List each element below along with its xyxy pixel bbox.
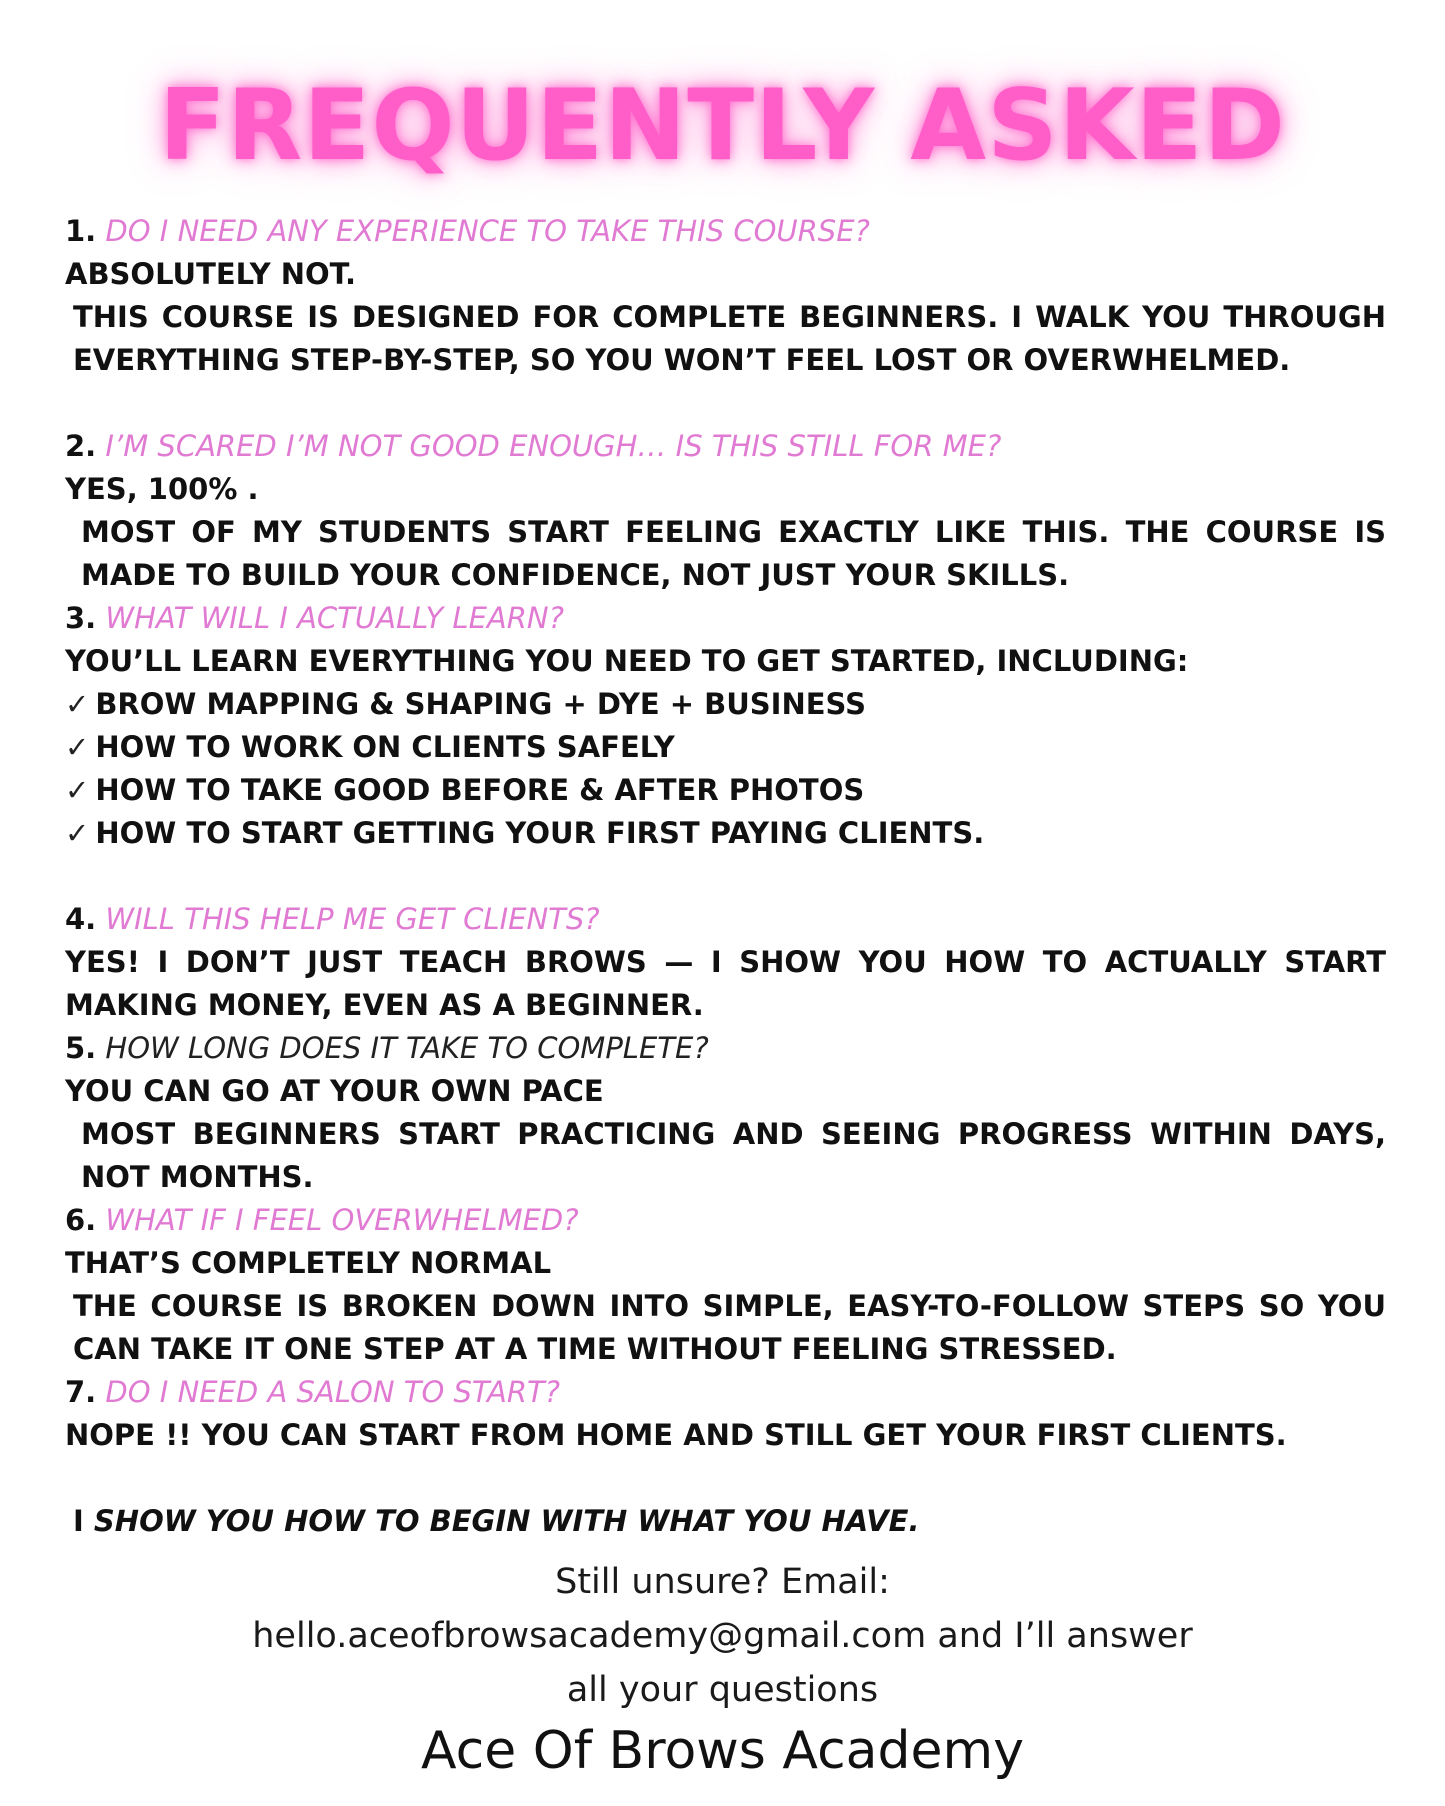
- answer-body: THE COURSE IS BROKEN DOWN INTO SIMPLE, EASY-TO-FOLLOW STEPS SO YOU CAN TAKE IT ONE STEP AT A TIME WITHOUT FEELING STRESSED.: [73, 1289, 1386, 1366]
- checkmark-icon: ✓: [65, 687, 90, 721]
- question-number: 5.: [65, 1031, 97, 1065]
- question-number: 1.: [65, 214, 97, 248]
- checkmark-icon: ✓: [65, 730, 90, 764]
- answer-lead: ABSOLUTELY NOT.: [65, 257, 357, 291]
- question-text: WHAT IF I FEEL OVERWHELMED?: [105, 1203, 579, 1237]
- list-item: [65, 726, 1386, 769]
- question-number: 2.: [65, 429, 97, 463]
- closing-statement: [65, 1500, 1386, 1543]
- list-item: [65, 769, 1386, 812]
- answer-lead: NOPE !! YOU CAN START FROM HOME AND STILL GET YOUR FIRST CLIENTS.: [65, 1418, 1287, 1452]
- list-item-text: BROW MAPPING & SHAPING + DYE + BUSINESS: [95, 687, 866, 721]
- question-number: 6.: [65, 1203, 97, 1237]
- closing-text: SHOW YOU HOW TO BEGIN WITH WHAT YOU HAVE.: [93, 1504, 920, 1538]
- list-item: [65, 683, 1386, 726]
- list-item: [65, 812, 1386, 855]
- answer-body: MOST OF MY STUDENTS START FEELING EXACTLY LIKE THIS. THE COURSE IS MADE TO BUILD YOUR CONFIDENCE, NOT JUST YOUR SKILLS.: [81, 515, 1386, 592]
- answer-body: YES! I DON’T JUST TEACH BROWS — I SHOW YOU HOW TO ACTUALLY START MAKING MONEY, EVEN AS A BEGINNER.: [65, 945, 1386, 1022]
- question-number: 4.: [65, 902, 97, 936]
- list-item-text: HOW TO WORK ON CLIENTS SAFELY: [95, 730, 675, 764]
- footer-line-1: Still unsure? Email:: [555, 1562, 890, 1602]
- brand-name: Ace Of Brows Academy: [421, 1721, 1024, 1781]
- footer-line-2: hello.aceofbrowsacademy@gmail.com and I’ll answer: [252, 1616, 1193, 1656]
- faq-question-5: [65, 1027, 1386, 1070]
- question-text: WHAT WILL I ACTUALLY LEARN?: [105, 601, 564, 635]
- question-number: 3.: [65, 601, 97, 635]
- answer-lead: YOU’LL LEARN EVERYTHING YOU NEED TO GET STARTED, INCLUDING:: [65, 644, 1189, 678]
- answer-lead: YES, 100% .: [65, 472, 259, 506]
- question-text: WILL THIS HELP ME GET CLIENTS?: [105, 902, 600, 936]
- footer-line-3: all your questions: [566, 1670, 879, 1710]
- question-text: HOW LONG DOES IT TAKE TO COMPLETE?: [105, 1031, 709, 1065]
- page-title: FREQUENTLY ASKED: [159, 69, 1286, 183]
- faq-question-3: [65, 597, 1386, 640]
- faq-question-6: [65, 1199, 1386, 1242]
- question-text: I’M SCARED I’M NOT GOOD ENOUGH… IS THIS STILL FOR ME?: [105, 429, 1002, 463]
- checkmark-icon: ✓: [65, 773, 90, 807]
- contact-footer: [0, 1555, 1445, 1717]
- closing-prefix: I: [73, 1504, 84, 1538]
- list-item-text: HOW TO TAKE GOOD BEFORE & AFTER PHOTOS: [95, 773, 865, 807]
- question-text: DO I NEED ANY EXPERIENCE TO TAKE THIS COURSE?: [105, 214, 870, 248]
- question-number: 7.: [65, 1375, 97, 1409]
- answer-lead: YOU CAN GO AT YOUR OWN PACE: [65, 1074, 604, 1108]
- faq-list: [65, 210, 1386, 1543]
- question-text: DO I NEED A SALON TO START?: [105, 1375, 561, 1409]
- answer-body: THIS COURSE IS DESIGNED FOR COMPLETE BEGINNERS. I WALK YOU THROUGH EVERYTHING STEP-BY-STEP, SO YOU WON’T FEEL LOST OR OVERWHELMED.: [73, 300, 1386, 377]
- faq-question-7: [65, 1371, 1386, 1414]
- faq-question-1: [65, 210, 1386, 253]
- faq-question-4: [65, 898, 1386, 941]
- faq-question-2: [65, 425, 1386, 468]
- answer-lead: THAT’S COMPLETELY NORMAL: [65, 1246, 552, 1280]
- answer-body: MOST BEGINNERS START PRACTICING AND SEEING PROGRESS WITHIN DAYS, NOT MONTHS.: [81, 1117, 1386, 1194]
- list-item-text: HOW TO START GETTING YOUR FIRST PAYING CLIENTS.: [95, 816, 985, 850]
- checkmark-icon: ✓: [65, 816, 90, 850]
